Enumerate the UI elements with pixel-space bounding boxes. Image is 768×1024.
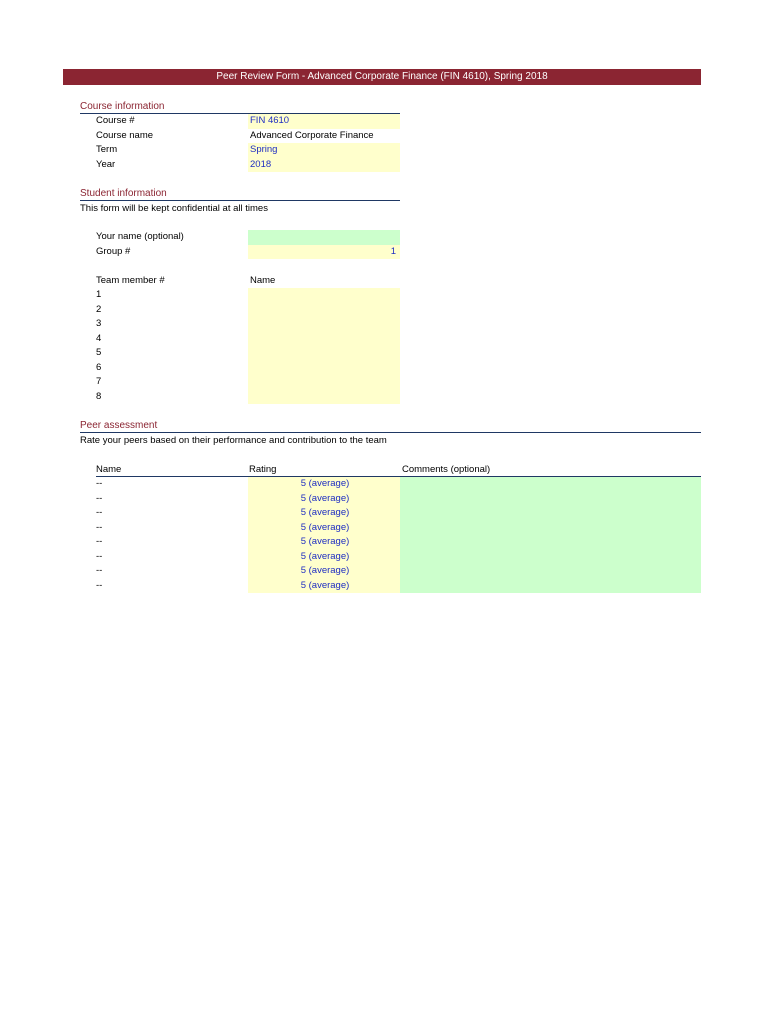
course-info-heading: Course information: [80, 101, 165, 112]
team-member-name-field[interactable]: [248, 361, 400, 376]
team-member-name-field[interactable]: [248, 390, 400, 405]
team-member-row: [0, 303, 768, 318]
peer-comment-field[interactable]: [400, 579, 701, 594]
peer-name: --: [96, 478, 103, 489]
peer-rating-select[interactable]: 5 (average): [248, 477, 400, 492]
team-member-number: 6: [96, 361, 102, 373]
peer-row: [0, 492, 768, 507]
peer-name: --: [96, 492, 103, 504]
team-member-name-field[interactable]: [248, 346, 400, 361]
term-row: [0, 143, 768, 158]
peer-name: --: [96, 507, 103, 518]
peer-rating-select[interactable]: 5 (average): [248, 564, 400, 579]
your-name-row: [0, 230, 768, 245]
course-number-label: Course #: [96, 115, 135, 126]
group-field[interactable]: 1: [248, 245, 400, 260]
peer-rating-select[interactable]: 5 (average): [248, 521, 400, 536]
peer-row: [0, 506, 768, 521]
peer-row: [0, 521, 768, 536]
peer-row: [0, 535, 768, 550]
peer-row: [0, 564, 768, 579]
team-member-number: 1: [96, 289, 102, 300]
peer-row: [0, 550, 768, 565]
peer-name: --: [96, 565, 103, 576]
peer-rating-header: Rating: [249, 464, 277, 475]
team-member-row: [0, 375, 768, 390]
course-number-field[interactable]: FIN 4610: [248, 114, 400, 129]
peer-comment-field[interactable]: [400, 564, 701, 579]
peer-rating-select[interactable]: 5 (average): [248, 506, 400, 521]
confidentiality-note: This form will be kept confidential at all times: [80, 203, 268, 214]
peer-comment-field[interactable]: [400, 477, 701, 492]
course-name-row: [0, 129, 768, 144]
peer-comment-field[interactable]: [400, 521, 701, 536]
course-name-label: Course name: [96, 129, 154, 141]
term-field[interactable]: Spring: [248, 143, 400, 158]
team-member-row: [0, 390, 768, 405]
year-row: [0, 158, 768, 173]
team-member-row: [0, 332, 768, 347]
your-name-field[interactable]: [248, 230, 400, 245]
group-label: Group #: [96, 245, 131, 257]
peer-name: --: [96, 579, 103, 591]
team-header-row: [0, 274, 768, 289]
peer-rating-select[interactable]: 5 (average): [248, 550, 400, 565]
course-name-value: Advanced Corporate Finance: [250, 129, 374, 141]
peer-name: --: [96, 521, 103, 533]
form-title-banner: Peer Review Form - Advanced Corporate Finance (FIN 4610), Spring 2018: [63, 69, 701, 85]
year-label: Year: [96, 158, 116, 170]
student-info-divider: [80, 200, 400, 201]
peer-rating-select[interactable]: 5 (average): [248, 492, 400, 507]
team-member-name-field[interactable]: [248, 288, 400, 303]
peer-comments-header: Comments (optional): [402, 464, 491, 475]
team-member-row: [0, 317, 768, 332]
peer-assessment-note: Rate your peers based on their performance and contribution to the team: [80, 435, 387, 446]
team-member-row: [0, 346, 768, 361]
peer-name: --: [96, 536, 103, 547]
peer-row: [0, 477, 768, 492]
peer-name: --: [96, 550, 103, 562]
team-member-name-field[interactable]: [248, 303, 400, 318]
course-number-row: [0, 114, 768, 129]
team-member-number: 4: [96, 332, 102, 344]
team-member-header: Team member #: [96, 274, 165, 286]
team-member-name-field[interactable]: [248, 317, 400, 332]
team-name-header: Name: [250, 274, 276, 286]
year-field[interactable]: 2018: [248, 158, 400, 173]
peer-row: [0, 579, 768, 594]
team-member-number: 7: [96, 376, 102, 387]
peer-comment-field[interactable]: [400, 506, 701, 521]
peer-rating-select[interactable]: 5 (average): [248, 535, 400, 550]
team-member-number: 8: [96, 390, 102, 402]
peer-rating-select[interactable]: 5 (average): [248, 579, 400, 594]
team-member-row: [0, 288, 768, 303]
peer-name-header: Name: [96, 464, 122, 475]
peer-assessment-heading: Peer assessment: [80, 420, 158, 431]
peer-comment-field[interactable]: [400, 492, 701, 507]
team-member-row: [0, 361, 768, 376]
team-member-name-field[interactable]: [248, 375, 400, 390]
your-name-label: Your name (optional): [96, 231, 184, 242]
team-member-number: 3: [96, 318, 102, 329]
peer-comment-field[interactable]: [400, 550, 701, 565]
team-member-number: 2: [96, 303, 102, 315]
peer-comment-field[interactable]: [400, 535, 701, 550]
student-info-heading: Student information: [80, 188, 167, 199]
peer-assessment-divider: [80, 432, 701, 433]
team-member-number: 5: [96, 347, 102, 358]
term-label: Term: [96, 144, 118, 155]
group-row: [0, 245, 768, 260]
team-member-name-field[interactable]: [248, 332, 400, 347]
